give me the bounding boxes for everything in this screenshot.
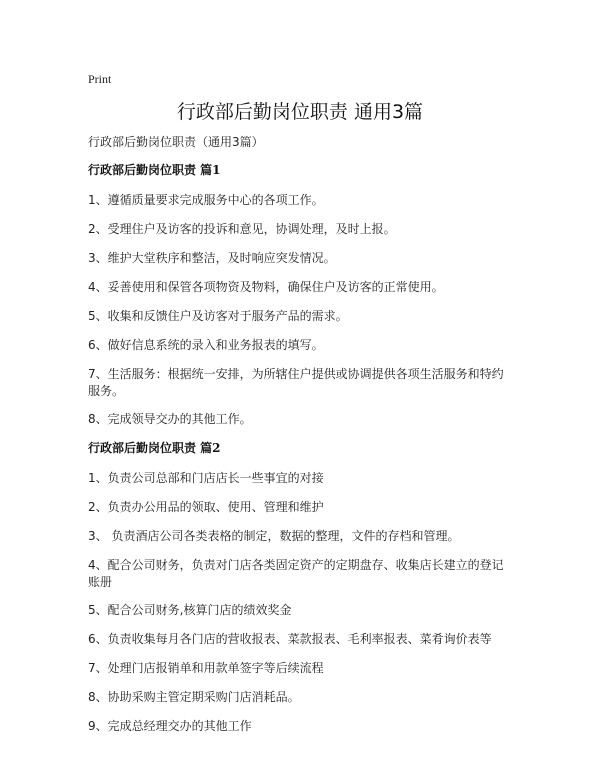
section-heading: 行政部后勤岗位职责 篇2 xyxy=(88,441,221,455)
section-2 xyxy=(88,440,512,735)
list-item: 2、负责办公用品的领取、使用、管理和维护 xyxy=(88,500,324,514)
section-1 xyxy=(88,162,512,428)
list-item: 3、维护大堂秩序和整洁，及时响应突发情况。 xyxy=(88,251,336,265)
document-title: 行政部后勤岗位职责 通用3篇 xyxy=(176,101,424,123)
list-item: 1、遵循质量要求完成服务中心的各项工作。 xyxy=(88,193,324,207)
list-item: 4、配合公司财务，负责对门店各类固定资产的定期盘存、收集店长建立的登记账册 xyxy=(88,558,504,589)
document-subtitle: 行政部后勤岗位职责（通用3篇） xyxy=(88,135,264,149)
list-item: 5、配合公司财务,核算门店的绩效奖金 xyxy=(88,603,292,617)
list-item: 4、妥善使用和保管各项物资及物料，确保住户及访客的正常使用。 xyxy=(88,280,444,294)
list-item: 2、受理住户及访客的投诉和意见，协调处理，及时上报。 xyxy=(88,222,396,236)
list-item: 7、生活服务：根据统一安排，为所辖住户提供或协调提供各项生活服务和特约服务。 xyxy=(88,367,504,398)
list-item: 6、负责收集每月各门店的营收报表、菜款报表、毛利率报表、菜肴询价表等 xyxy=(88,632,492,646)
list-item: 9、完成总经理交办的其他工作 xyxy=(88,719,252,733)
section-heading: 行政部后勤岗位职责 篇1 xyxy=(88,163,221,177)
list-item: 1、负责公司总部和门店店长一些事宜的对接 xyxy=(88,471,324,485)
list-item: 7、处理门店报销单和用款单签字等后续流程 xyxy=(88,661,324,675)
list-item: 5、收集和反馈住户及访客对于服务产品的需求。 xyxy=(88,309,348,323)
list-item: 3、 负责酒店公司各类表格的制定，数据的整理，文件的存档和管理。 xyxy=(88,529,460,543)
list-item: 8、协助采购主管定期采购门店消耗品。 xyxy=(88,690,300,704)
print-label: Print xyxy=(88,72,112,86)
list-item: 8、完成领导交办的其他工作。 xyxy=(88,412,252,426)
list-item: 6、做好信息系统的录入和业务报表的填写。 xyxy=(88,338,324,352)
